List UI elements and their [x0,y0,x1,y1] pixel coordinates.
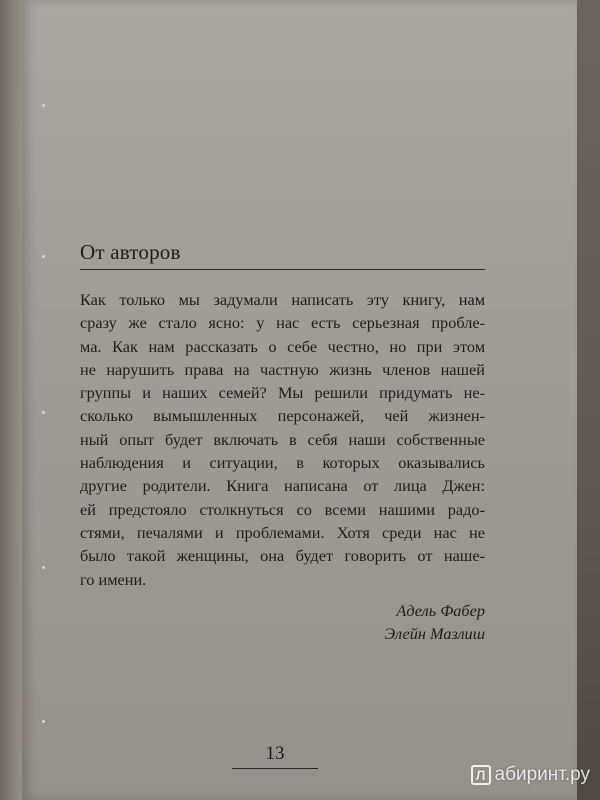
stitch-dot [42,255,45,258]
stitch-dot [42,411,45,414]
page-number-rule [232,768,318,769]
stitch-dot [42,720,45,723]
watermark-text: абиринт.ру [494,764,590,785]
text-line: го имени. [80,569,147,589]
text-line: группы и наших семей? Мы решили придумать не- [80,383,485,403]
text-line: другие родители. Книга написана от лица Джен: [80,476,485,496]
stitch-dot [42,104,45,107]
text-line: не нарушить права на частную жизнь членов нашей [80,359,485,379]
stitch-dot [42,566,45,569]
labirint-logo-icon: Л [471,765,491,785]
site-watermark [471,764,590,786]
section-title: От авторов [80,240,485,270]
text-line: было такой женщины, она будет говорить от наше- [80,546,485,566]
text-line: ей предстояло столкнуться со всеми нашими радо- [80,499,485,519]
author-name: Элейн Мазлиш [384,624,485,644]
text-line: ма. Как нам рассказать о себе честно, но при этом [80,336,485,356]
body-paragraph [80,288,485,591]
text-line: сразу же стало ясно: у нас есть серьезная пробле- [80,313,485,333]
author-name: Адель Фабер [396,600,485,620]
text-line: сколько вымышленных персонажей, чей жизнен- [80,406,485,426]
author-signatures [80,599,485,646]
text-line: ный опыт будет включать в себя наши собственные [80,429,485,449]
page-number: 13 [265,743,285,764]
text-line: Как только мы задумали написать эту книгу, нам [80,290,485,309]
text-line: стями, печалями и проблемами. Хотя среди нас не [80,522,485,542]
page-content [80,240,485,646]
text-line: наблюдения и ситуации, в которых оказывались [80,453,485,473]
